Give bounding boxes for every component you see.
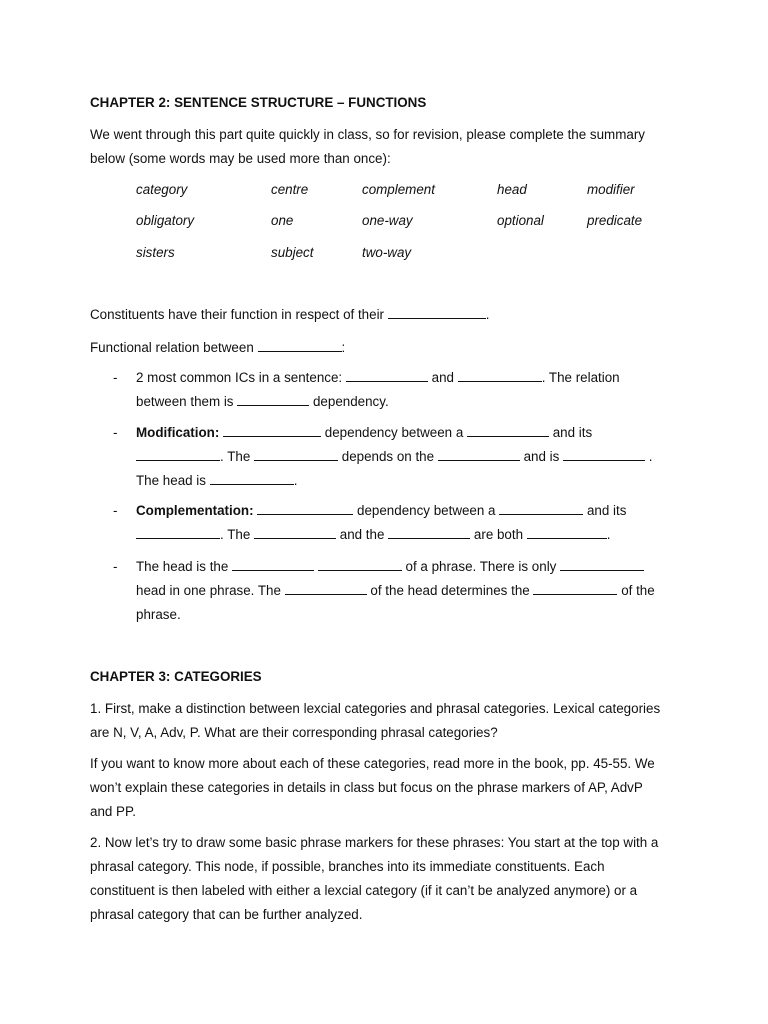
word-bank-item: two-way	[362, 245, 412, 260]
answer-blank[interactable]	[237, 394, 309, 406]
bullet-4-line-2	[136, 583, 655, 598]
text: and its	[586, 503, 627, 518]
more-line-1: If you want to know more about each of these categories, read more in the book, pp. 45-55. We	[90, 756, 655, 771]
answer-blank[interactable]	[527, 527, 607, 539]
answer-blank[interactable]	[533, 583, 617, 595]
bullet-2-line-3	[136, 473, 297, 488]
bullet-dash: -	[113, 370, 118, 385]
bullet-1-line-1	[136, 370, 620, 385]
word-bank-item: sisters	[136, 245, 175, 260]
word-bank-item: category	[136, 182, 188, 197]
text: The head is the	[136, 559, 229, 574]
text: dependency.	[312, 394, 389, 409]
answer-blank[interactable]	[438, 449, 520, 461]
text: and is	[523, 449, 560, 464]
text: . The	[220, 449, 251, 464]
answer-blank[interactable]	[285, 583, 367, 595]
text: Functional relation between	[90, 340, 254, 355]
bullet-3-line-1	[136, 503, 626, 518]
bullet-dash: -	[113, 503, 118, 518]
answer-blank[interactable]	[458, 370, 542, 382]
word-bank-item: one-way	[362, 213, 413, 228]
answer-blank[interactable]	[560, 559, 644, 571]
answer-blank[interactable]	[318, 559, 402, 571]
bullet-3-line-2	[136, 527, 611, 542]
word-bank-item: subject	[271, 245, 314, 260]
q2-line-2: phrasal category. This node, if possible, branches into its immediate constituents. Each	[90, 859, 605, 874]
answer-blank[interactable]	[258, 340, 342, 352]
chapter3-title: CHAPTER 3: CATEGORIES	[90, 669, 262, 684]
word-bank-item: optional	[497, 213, 544, 228]
text: . The relation	[541, 370, 620, 385]
functional-relation-line	[90, 340, 345, 355]
answer-blank[interactable]	[346, 370, 428, 382]
more-line-3: and PP.	[90, 804, 136, 819]
text: dependency between a	[357, 503, 496, 518]
text: between them is	[136, 394, 234, 409]
text: .	[485, 307, 490, 322]
text: of the	[621, 583, 655, 598]
q2-line-3: constituent is then labeled with either a lexcial category (if it can’t be analyzed anymore) or a	[90, 883, 638, 898]
text: Constituents have their function in respect of their	[90, 307, 385, 322]
text: head in one phrase. The	[136, 583, 281, 598]
text: and its	[552, 425, 593, 440]
word-bank-item: obligatory	[136, 213, 195, 228]
text: of the head determines the	[370, 583, 530, 598]
intro-line-2: below (some words may be used more than once):	[90, 151, 391, 166]
answer-blank[interactable]	[388, 527, 470, 539]
text: are both	[473, 527, 524, 542]
answer-blank[interactable]	[467, 425, 549, 437]
text: .	[293, 473, 298, 488]
answer-blank[interactable]	[254, 449, 338, 461]
q1-line-1: 1. First, make a distinction between lexcial categories and phrasal categories. Lexical categories	[90, 701, 661, 716]
constituents-line	[90, 307, 489, 322]
answer-blank[interactable]	[563, 449, 645, 461]
bullet-4-line-1	[136, 559, 644, 574]
answer-blank[interactable]	[136, 449, 220, 461]
bullet-2-line-1	[136, 425, 592, 440]
word-bank-item: complement	[362, 182, 435, 197]
bullet-dash: -	[113, 559, 118, 574]
answer-blank[interactable]	[254, 527, 336, 539]
q2-line-1: 2. Now let’s try to draw some basic phrase markers for these phrases: You start at the top with a	[90, 835, 659, 850]
text: phrase.	[136, 607, 181, 622]
text: dependency between a	[324, 425, 464, 440]
text: of a phrase. There is only	[405, 559, 557, 574]
bullet-1-line-2	[136, 394, 389, 409]
more-line-2: won’t explain these categories in details in class but focus on the phrase markers of AP, AdvP	[90, 780, 643, 795]
answer-blank[interactable]	[210, 473, 294, 485]
chapter2-title: CHAPTER 2: SENTENCE STRUCTURE – FUNCTIONS	[90, 95, 427, 110]
text: .	[648, 449, 653, 464]
text: .	[606, 527, 611, 542]
text: 2 most common ICs in a sentence:	[136, 370, 343, 385]
answer-blank[interactable]	[499, 503, 583, 515]
text: . The	[220, 527, 251, 542]
answer-blank[interactable]	[136, 527, 220, 539]
text: depends on the	[341, 449, 435, 464]
q2-line-4: phrasal category that can be further analyzed.	[90, 907, 363, 922]
text: and	[431, 370, 454, 385]
word-bank-item: one	[271, 213, 294, 228]
bullet-dash: -	[113, 425, 118, 440]
text: :	[341, 340, 346, 355]
answer-blank[interactable]	[388, 307, 486, 319]
q1-line-2: are N, V, A, Adv, P. What are their corresponding phrasal categories?	[90, 725, 498, 740]
complementation-label: Complementation:	[136, 503, 254, 518]
intro-line-1: We went through this part quite quickly in class, so for revision, please complete the summary	[90, 127, 645, 142]
word-bank-item: predicate	[587, 213, 643, 228]
answer-blank[interactable]	[223, 425, 321, 437]
word-bank-item: head	[497, 182, 527, 197]
word-bank-item: modifier	[587, 182, 635, 197]
bullet-4-line-3	[136, 607, 181, 622]
answer-blank[interactable]	[232, 559, 314, 571]
modification-label: Modification:	[136, 425, 220, 440]
word-bank-item: centre	[271, 182, 309, 197]
text: and the	[339, 527, 385, 542]
text: The head is	[136, 473, 206, 488]
bullet-2-line-2	[136, 449, 653, 464]
answer-blank[interactable]	[257, 503, 353, 515]
